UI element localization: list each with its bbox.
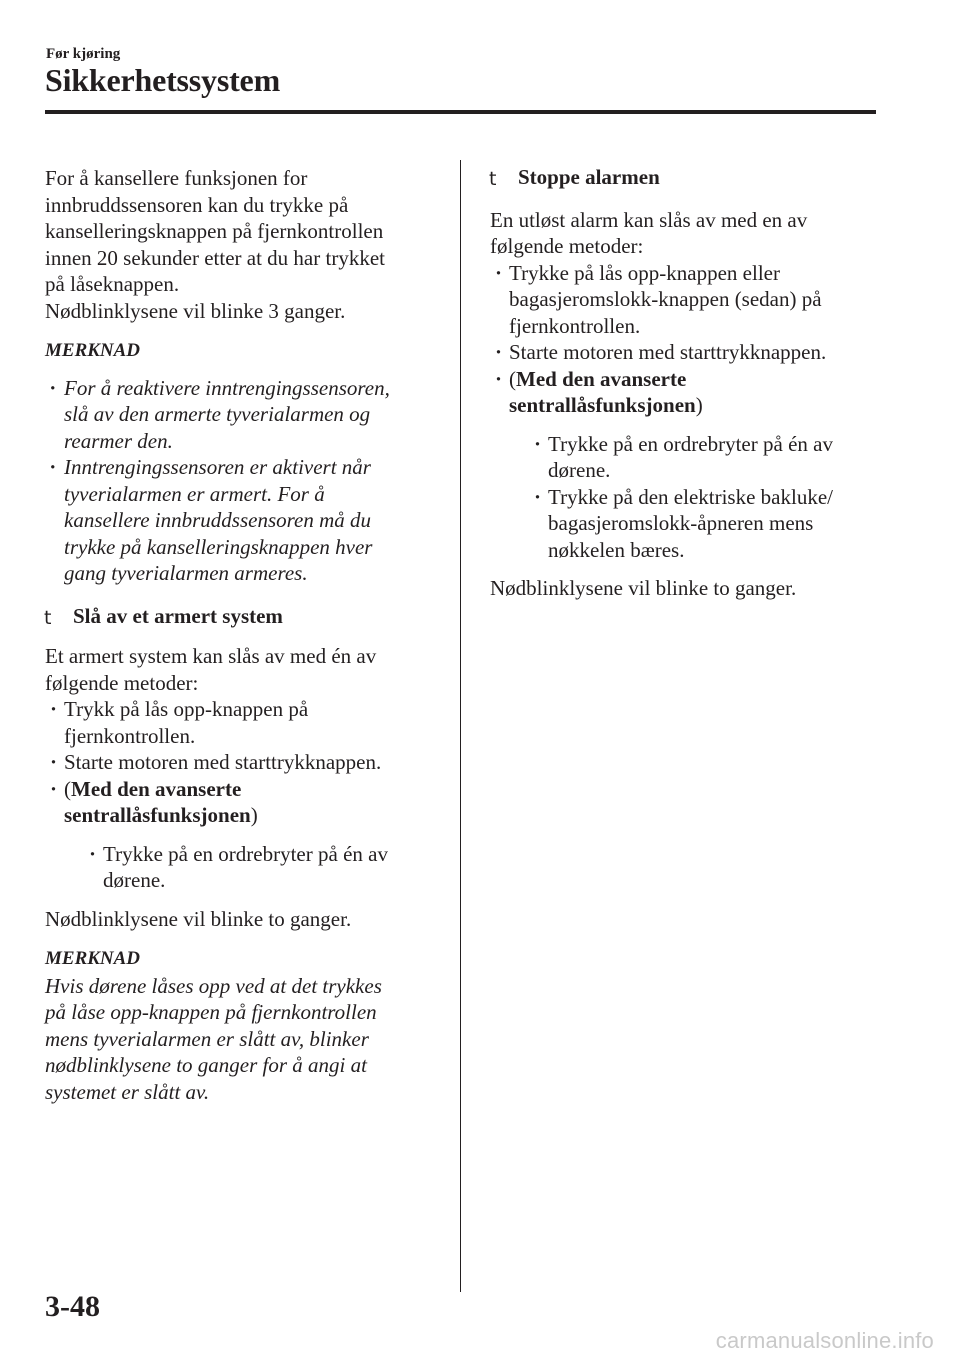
list-item: · (Med den avanserte sentrallåsfunksjonen) · Trykke på en ordrebryter på én av dørene.: [45, 776, 425, 894]
method-list: [45, 696, 425, 894]
closing-text: Nødblinklysene vil blinke to ganger.: [490, 576, 797, 600]
sub-list-item: · Trykke på en ordrebryter på én av dørene.: [84, 841, 425, 894]
page-number: 3-48: [45, 1290, 100, 1323]
right-column: [490, 164, 870, 602]
intro-paragraph: For å kansellere funksjonen for innbruddssensoren kan du trykke på kanselleringsknappen på fjernkontrollen innen 20 sekunder etter at du har trykket på låseknappen. Nødblinklysene vil blinke 3 ganger.: [45, 166, 385, 323]
note-label: MERKNAD: [45, 340, 141, 361]
section-heading-disarm: t Slå av et armert system: [45, 603, 425, 630]
list-item: · Trykk på lås opp-knappen på fjernkontrollen.: [45, 696, 425, 749]
method-intro: Et armert system kan slås av med én av følgende metoder:: [45, 644, 377, 695]
note-list: [45, 375, 425, 587]
closing-text: Nødblinklysene vil blinke to ganger.: [45, 906, 352, 931]
note-item: · For å reaktivere inntrengingssensoren, slå av den armerte tyverialarmen og rearmer den.: [45, 375, 425, 455]
list-item: · Starte motoren med starttrykknappen.: [45, 749, 425, 776]
method-intro: En utløst alarm kan slås av med en av følgende metoder:: [490, 207, 808, 258]
watermark: carmanualsonline.info: [715, 1328, 934, 1353]
sub-list-item: · Trykke på den elektriske bakluke/ bagasjeromslokk-åpneren mens nøkkelen bæres.: [529, 484, 870, 564]
sub-list: [509, 431, 870, 564]
list-item: · Starte motoren med starttrykknappen.: [490, 339, 870, 366]
column-divider: [460, 160, 461, 1292]
sub-list: [64, 841, 425, 894]
sub-list-item: · Trykke på en ordrebryter på én av dørene.: [529, 431, 870, 484]
method-list: [490, 260, 870, 564]
list-item: · (Med den avanserte sentrallåsfunksjonen) · Trykke på en ordrebryter på én av dørene. · Trykke på den elektriske bakluke/ bagasjeromslokk-åpneren mens nøkkelen bæres.: [490, 366, 870, 564]
title-rule: [45, 110, 876, 114]
heading-marker-icon: t: [44, 606, 52, 629]
list-item: · Trykke på lås opp-knappen eller bagasjeromslokk-knappen (sedan) på fjernkontrollen.: [490, 260, 870, 340]
note-label: MERKNAD: [45, 948, 141, 969]
note-item: · Inntrengingssensoren er aktivert når tyverialarmen er armert. For å kansellere innbruddssensoren må du trykke på kanselleringsknappen hver gang tyverialarmen armeres.: [45, 454, 425, 587]
note-text: Hvis dørene låses opp ved at det trykkes på låse opp-knappen på fjernkontrollen mens tyverialarmen er slått av, blinker nødblinklysene to ganger for å angi at systemet er slått av.: [45, 973, 382, 1104]
section-heading-stop-alarm: t Stoppe alarmen: [490, 164, 870, 191]
page-title: Sikkerhetssystem: [45, 62, 281, 98]
heading-marker-icon: t: [489, 168, 497, 190]
section-label: Før kjøring: [46, 46, 121, 62]
left-column: [45, 165, 425, 1105]
